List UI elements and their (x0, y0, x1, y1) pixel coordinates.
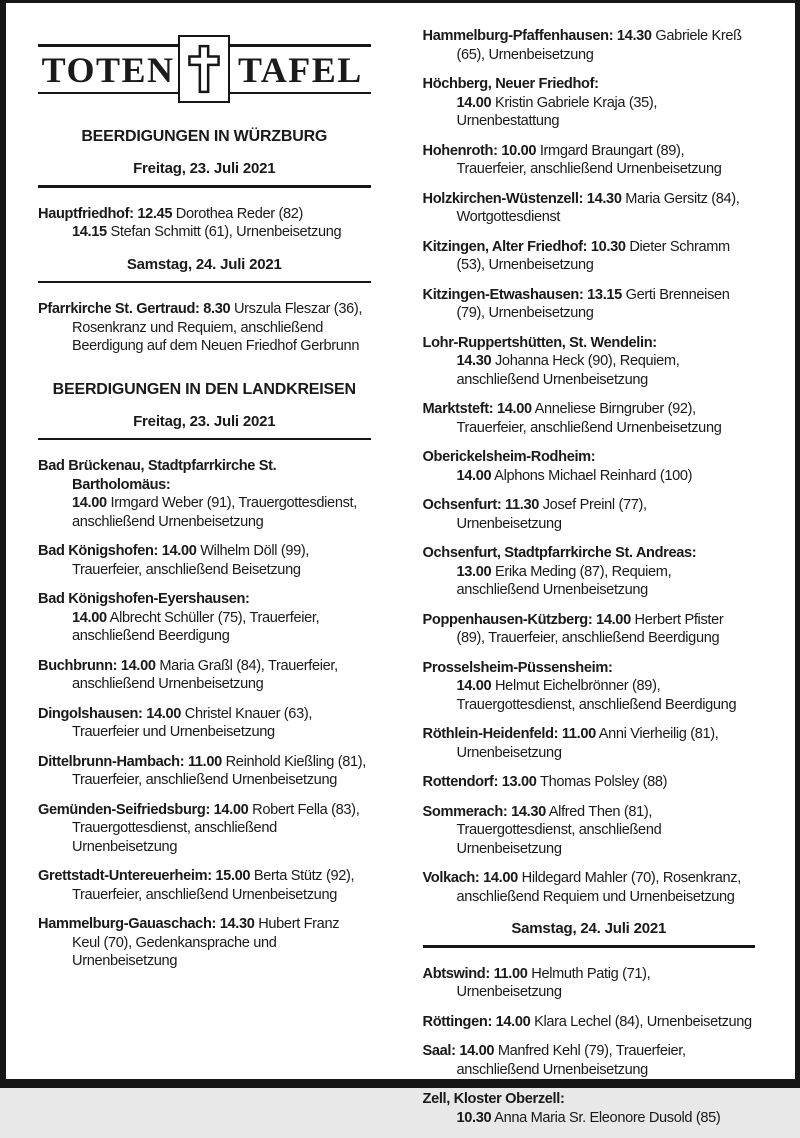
text-run: Helmuth Patig (71), Urnenbeisetzung (456, 965, 651, 1000)
text-run: 14.00 (456, 678, 492, 694)
text-run: Hammelburg-Gauaschach: 14.30 (38, 916, 255, 932)
text-run: Bad Königshofen-Eyershausen: (38, 591, 250, 607)
text-run: Rottendorf: 13.00 (422, 774, 537, 790)
obituary-entry (38, 753, 371, 790)
text-run: Maria Gersitz (84), Wortgottesdienst (456, 190, 740, 225)
obituary-entry (38, 590, 371, 646)
text-run: Josef Preinl (77), Urnenbeisetzung (456, 497, 647, 532)
section-heading: BEERDIGUNGEN IN DEN LANDKREISEN (52, 380, 356, 398)
text-run: Kitzingen-Etwashausen: 13.15 (422, 286, 622, 303)
date-heading (38, 412, 371, 441)
date-heading (38, 255, 371, 284)
text-run: Maria Graßl (84), Trauerfeier, anschließend Urnenbeisetzung (72, 657, 338, 692)
logo-text-toten: TOTEN (41, 50, 175, 90)
obituary-entry (38, 542, 371, 579)
text-run: Buchbrunn: 14.00 (38, 657, 156, 674)
text-run: Hildegard Mahler (70), Rosenkranz, anschließend Requiem und Urnenbeisetzung (456, 870, 741, 905)
obituary-entry (423, 965, 756, 1002)
obituary-entry (38, 205, 371, 242)
obituary-entry (423, 286, 756, 323)
text-run: Zell, Kloster Oberzell: (422, 1091, 565, 1107)
columns-container (38, 27, 755, 1138)
logo-text-tafel: TAFEL (237, 50, 363, 90)
obituary-entry (38, 705, 371, 742)
text-run: Robert Fella (83), Trauergottesdienst, anschließend Urnenbeisetzung (72, 801, 360, 855)
text-run: Anni Vierheilig (81), Urnenbeisetzung (456, 726, 719, 761)
text-run: Poppenhausen-Kützberg: 14.00 (422, 611, 631, 628)
text-run: Reinhold Kießling (81), Trauerfeier, anschließend Urnenbeisetzung (72, 753, 367, 788)
text-run: Berta Stütz (92), Trauerfeier, anschließend Urnenbeisetzung (72, 868, 355, 903)
text-run: Irmgard Braungart (89), Trauerfeier, anschließend Urnenbeisetzung (456, 142, 722, 177)
text-run: Ochsenfurt: 11.30 (422, 497, 540, 513)
obituary-entry (423, 496, 756, 533)
obituary-entry (38, 457, 371, 531)
text-run: Gemünden-Seifriedsburg: 14.00 (38, 801, 249, 818)
text-run: Gerti Brenneisen (79), Urnenbeisetzung (456, 286, 730, 321)
text-run: Dingolshausen: 14.00 (38, 705, 182, 722)
text-run: Erika Meding (87), Requiem, anschließend Urnenbeisetzung (456, 563, 672, 598)
obituary-entry (38, 915, 371, 971)
date-heading (38, 159, 371, 188)
obituary-entry (423, 1013, 756, 1032)
text-run: Marktsteft: 14.00 (422, 401, 532, 417)
text-run: Urszula Fleszar (36), Rosenkranz und Requiem, anschließend Beerdigung auf dem Neuen Friedhof Gerbrunn (72, 301, 363, 354)
text-run: Röthlein-Heidenfeld: 11.00 (422, 726, 596, 742)
obituary-entry (423, 869, 756, 906)
text-run: Grettstadt-Untereuerheim: 15.00 (38, 868, 251, 884)
text-run: Hauptfriedhof: 12.45 (38, 205, 173, 222)
text-run: Irmgard Weber (91), Trauergottesdienst, anschließend Urnenbeisetzung (72, 495, 357, 530)
date-heading-text: Samstag, 24. Juli 2021 (126, 255, 282, 273)
text-run: 14.00 (456, 94, 492, 111)
text-run: Hubert Franz Keul (70), Gedenkansprache und Urnenbeisetzung (72, 916, 340, 969)
date-rule (38, 185, 371, 188)
logo-row (38, 35, 371, 103)
text-run: Hammelburg-Pfaffenhausen: 14.30 (422, 28, 652, 44)
text-run: 10.30 (456, 1109, 492, 1126)
text-run: Alfred Then (81), Trauergottesdienst, anschließend Urnenbeisetzung (456, 803, 662, 857)
text-run: Dittelbrunn-Hambach: 11.00 (38, 753, 222, 770)
text-run: Sommerach: 14.30 (422, 803, 546, 820)
text-run: 14.15 (72, 224, 107, 240)
text-run: Manfred Kehl (79), Trauerfeier, anschließend Urnenbeisetzung (456, 1043, 686, 1078)
obituary-entry (423, 659, 756, 715)
obituary-entry (38, 867, 371, 904)
text-run: Pfarrkirche St. Gertraud: 8.30 (38, 301, 231, 317)
text-run: Lohr-Ruppertshütten, St. Wendelin: (422, 334, 657, 351)
section-heading: BEERDIGUNGEN IN WÜRZBURG (81, 128, 328, 145)
obituary-entry (423, 142, 756, 179)
obituary-entry (423, 544, 756, 600)
date-rule (38, 281, 371, 284)
text-run: Dorothea Reder (82) (172, 205, 303, 222)
text-run: Dieter Schramm (53), Urnenbeisetzung (456, 238, 730, 273)
column-left-blocks (38, 127, 371, 971)
text-run: 14.30 (456, 353, 492, 369)
obituary-entry (38, 801, 371, 857)
text-run: 14.00 (72, 609, 107, 626)
text-run: Helmut Eichelbrönner (89), Trauergottesdienst, anschließend Beerdigung (456, 678, 737, 713)
text-run: Bad Königshofen: 14.00 (38, 543, 197, 559)
obituary-entry (423, 238, 756, 275)
obituary-entry (423, 1090, 756, 1127)
obituary-entry (423, 27, 756, 64)
text-run: Bad Brückenau, Stadtpfarrkirche St. Bartholomäus: (38, 458, 277, 493)
text-run: Röttingen: 14.00 (422, 1013, 531, 1030)
column-right-blocks (423, 27, 756, 1127)
text-run: Saal: 14.00 (422, 1043, 495, 1059)
text-run: Alphons Michael Reinhard (100) (491, 467, 693, 484)
totentafel-logo (38, 35, 371, 103)
date-rule (38, 438, 371, 441)
date-heading (423, 919, 756, 948)
text-run: 14.00 (72, 495, 107, 511)
text-run: 14.00 (456, 467, 492, 484)
text-run: Prosselsheim-Püssensheim: (422, 659, 613, 676)
date-rule (423, 945, 756, 948)
column-right (423, 27, 756, 1138)
text-run: Oberickelsheim-Rodheim: (422, 449, 596, 465)
obituary-entry (423, 1042, 756, 1079)
obituary-entry (423, 75, 756, 131)
date-heading-text: Samstag, 24. Juli 2021 (511, 920, 667, 937)
obituary-entry (423, 190, 756, 227)
text-run: Johanna Heck (90), Requiem, anschließend Urnenbeisetzung (456, 353, 680, 388)
text-run: Herbert Pfister (89), Trauerfeier, anschließend Beerdigung (456, 611, 724, 646)
text-run: Wilhelm Döll (99), Trauerfeier, anschließend Beisetzung (72, 543, 310, 578)
date-heading-text: Freitag, 23. Juli 2021 (133, 160, 276, 177)
column-left (38, 27, 371, 1138)
obituary-entry (38, 300, 371, 356)
text-run: Volkach: 14.00 (422, 870, 518, 886)
text-run: Gabriele Kreß (65), Urnenbeisetzung (456, 28, 742, 63)
text-run: Ochsenfurt, Stadtpfarrkirche St. Andreas: (422, 545, 697, 561)
text-run: Kitzingen, Alter Friedhof: 10.30 (422, 238, 626, 255)
text-run: Holzkirchen-Wüstenzell: 14.30 (422, 190, 622, 207)
text-run: Anna Maria Sr. Eleonore Dusold (85) (491, 1109, 721, 1126)
text-run: Albrecht Schüller (75), Trauerfeier, anschließend Beerdigung (72, 609, 320, 644)
obituary-entry (423, 725, 756, 762)
date-heading-text: Freitag, 23. Juli 2021 (133, 412, 276, 430)
text-run: Stefan Schmitt (61), Urnenbeisetzung (106, 224, 342, 240)
text-run: Höchberg, Neuer Friedhof: (422, 76, 599, 92)
obituary-entry (423, 448, 756, 485)
text-run: Christel Knauer (63), Trauerfeier und Urnenbeisetzung (72, 705, 313, 740)
obituary-entry (423, 773, 756, 792)
text-run: Klara Lechel (84), Urnenbeisetzung (530, 1013, 752, 1030)
obituary-entry (423, 334, 756, 390)
cross-icon (178, 35, 230, 103)
text-run: Anneliese Birngruber (92), Trauerfeier, anschließend Urnenbeisetzung (456, 401, 722, 436)
text-run: Abtswind: 11.00 (422, 965, 528, 982)
text-run: Thomas Polsley (88) (536, 774, 668, 790)
obituary-entry (423, 611, 756, 648)
text-run: Hohenroth: 10.00 (422, 142, 537, 159)
obituary-entry (423, 400, 756, 437)
obituary-entry (38, 657, 371, 694)
text-run: 13.00 (456, 563, 492, 580)
text-run: Kristin Gabriele Kraja (35), Urnenbestattung (456, 94, 658, 129)
obituary-entry (423, 803, 756, 859)
